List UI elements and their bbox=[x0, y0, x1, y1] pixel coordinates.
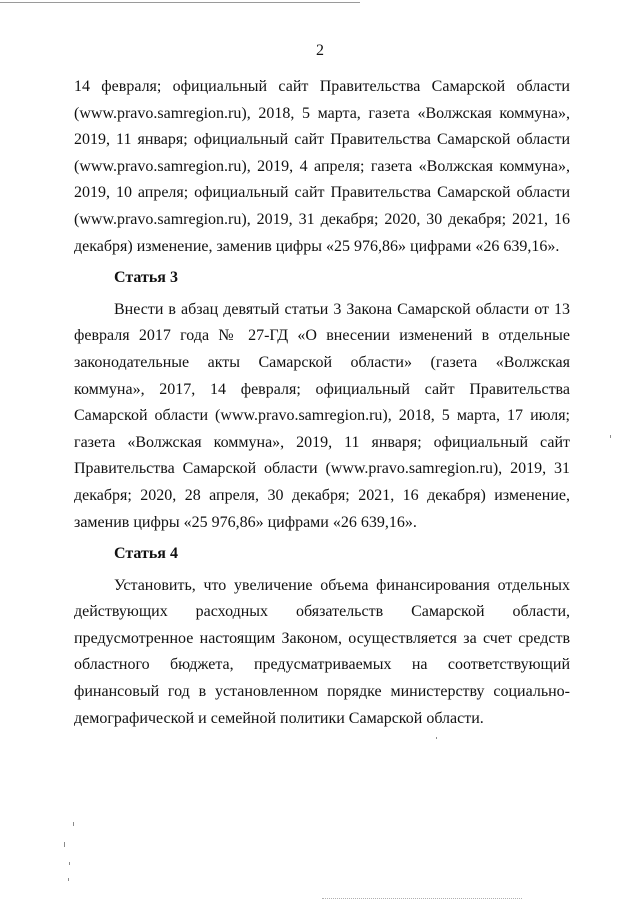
paragraph-article-3: Внести в абзац девятый статьи 3 Закона Самарской области от 13 февраля 2017 года № 27-ГД «О внесении изменений в отдельные законодательные акты Самарской области» (газета «Волжская коммуна», 2017, 14 февраля; официальный сайт Правительства Самарской области (www.pravo.samregion.ru), 2018, 5 марта, 17 июля; газета «Волжская коммуна», 2019, 11 января; официальный сайт Правительства Самарской области (www.pravo.samregion.ru), 2019, 31 декабря; 2020, 28 апреля, 30 декабря; 2021, 16 декабря) изменение, заменив цифры «25 976,86» цифрами «26 639,16». bbox=[74, 300, 570, 531]
scan-bottom-edge bbox=[322, 898, 522, 899]
paragraph-article-4: Установить, что увеличение объема финансирования отдельных действующих расходных обязательств Самарской области, предусмотренное настоящим Законом, осуществляется за счет средств областного бюджета, предусматриваемых на соответствующий финансовый год в установленном порядке министерству социально-демографической и семейной политики Самарской области. bbox=[74, 576, 570, 727]
paragraph-continuation: 14 февраля; официальный сайт Правительства Самарской области (www.pravo.samregion.ru), 2018, 5 марта, газета «Волжская коммуна», 2019, 11 января; официальный сайт Правительства Самарской области (www.pravo.samregion.ru), 2019, 4 апреля; газета «Волжская коммуна», 2019, 10 апреля; официальный сайт Правительства Самарской области (www.pravo.samregion.ru), 2019, 31 декабря; 2020, 30 декабря; 2021, 16 декабря) изменение, заменив цифры «25 976,86» цифрами «26 639,16». bbox=[74, 78, 570, 255]
scan-speck bbox=[68, 878, 69, 881]
article-heading-3: Статья 3 bbox=[114, 269, 178, 287]
scan-speck bbox=[69, 862, 70, 865]
document-body bbox=[74, 74, 570, 732]
scan-speck bbox=[436, 737, 437, 739]
page-number: 2 bbox=[316, 42, 324, 59]
scan-speck bbox=[64, 842, 65, 847]
scan-speck bbox=[610, 435, 611, 438]
scan-speck bbox=[73, 822, 74, 826]
article-heading-4: Статья 4 bbox=[114, 545, 178, 563]
scan-top-edge bbox=[0, 2, 360, 3]
